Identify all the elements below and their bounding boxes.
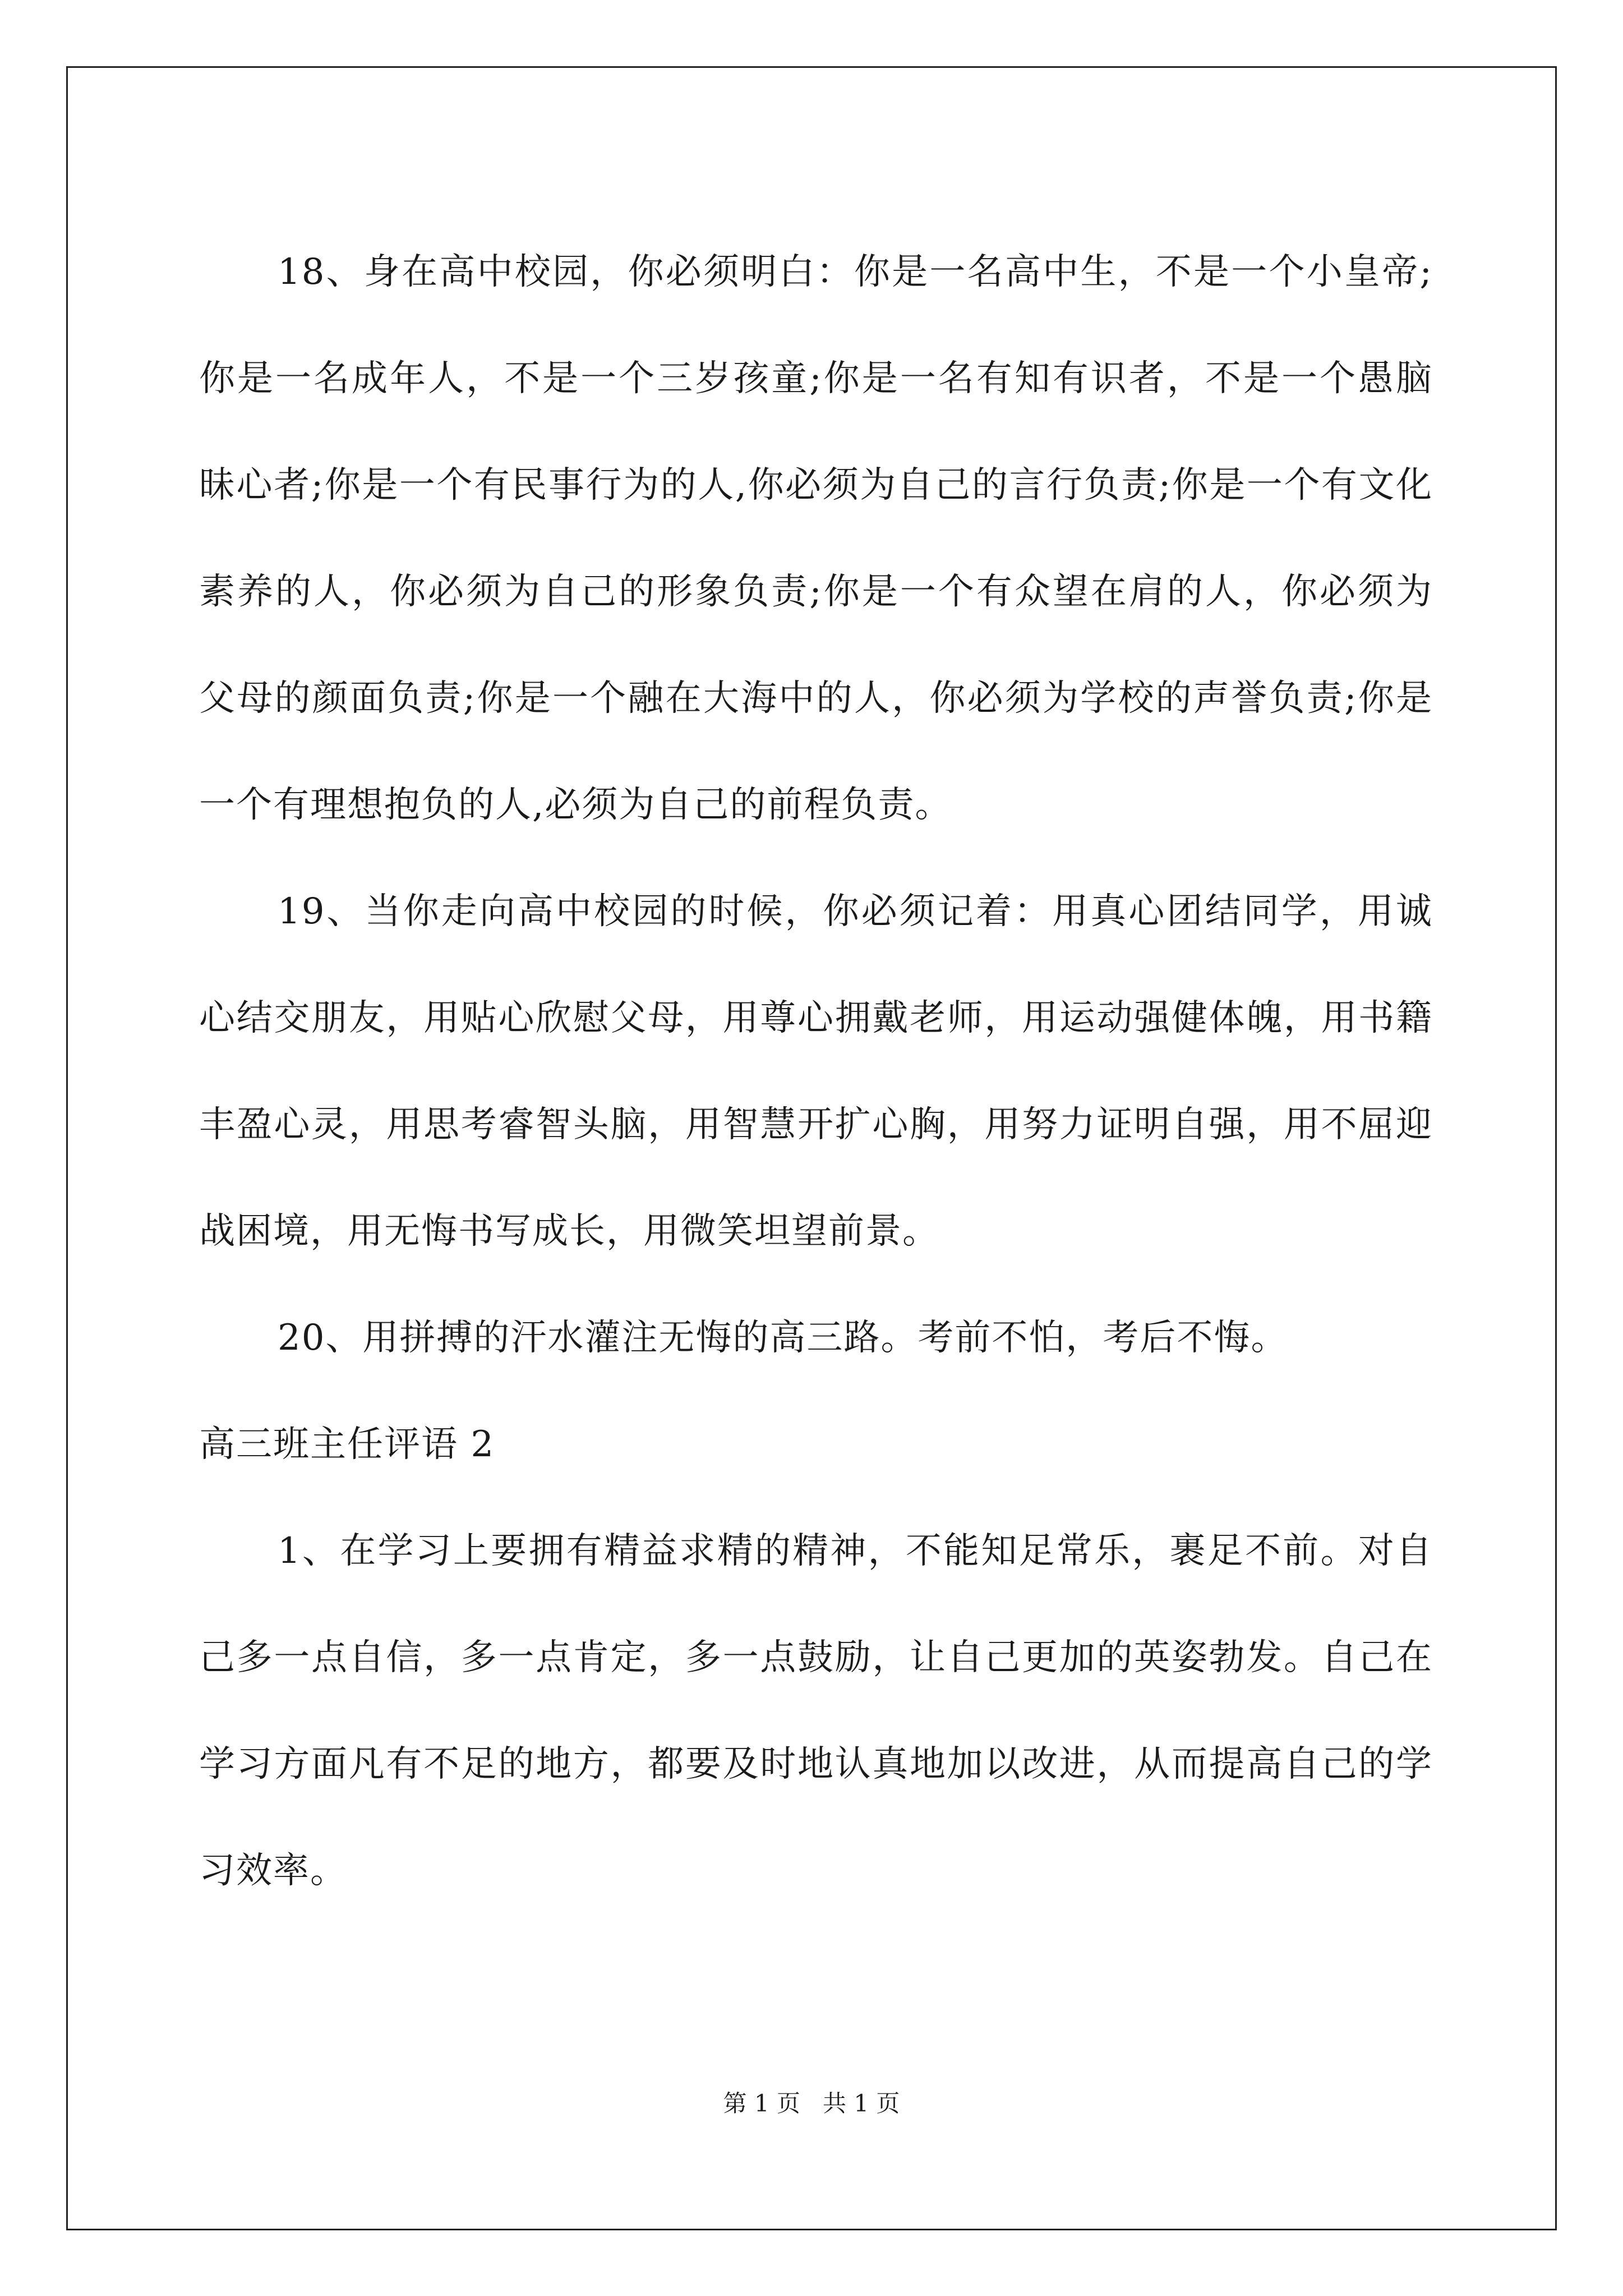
page-footer (0, 2087, 1623, 2120)
page-number: 第 1 页 (723, 2090, 800, 2117)
paragraph-19: 19、当你走向高中校园的时候，你必须记着：用真心团结同学，用诚心结交朋友，用贴心欣慰父母，用尊心拥戴老师，用运动强健体魄，用书籍丰盈心灵，用思考睿智头脑，用智慧开扩心胸，用努力证明自强，用不屈迎战困境，用无悔书写成长，用微笑坦望前景。 (199, 891, 1433, 1252)
paragraph-20: 20、用拼搏的汗水灌注无悔的高三路。考前不怕，考后不悔。 (278, 1317, 1288, 1359)
document-body (199, 219, 1433, 1924)
page-total: 共 1 页 (823, 2090, 900, 2117)
section-heading: 高三班主任评语 2 (199, 1424, 495, 1465)
paragraph-18: 18、身在高中校园，你必须明白：你是一名高中生，不是一个小皇帝;你是一名成年人，不是一个三岁孩童;你是一名有知有识者，不是一个愚脑昧心者;你是一个有民事行为的人,你必须为自己的言行负责;你是一个有文化素养的人，你必须为自己的形象负责;你是一个有众望在肩的人，你必须为父母的颜面负责;你是一个融在大海中的人，你必须为学校的声誉负责;你是一个有理想抱负的人,必须为自己的前程负责。 (199, 251, 1433, 826)
paragraph-1: 1、在学习上要拥有精益求精的精神，不能知足常乐，裹足不前。对自己多一点自信，多一点肯定，多一点鼓励，让自己更加的英姿勃发。自己在学习方面凡有不足的地方，都要及时地认真地加以改进，从而提高自己的学习效率。 (199, 1530, 1433, 1892)
